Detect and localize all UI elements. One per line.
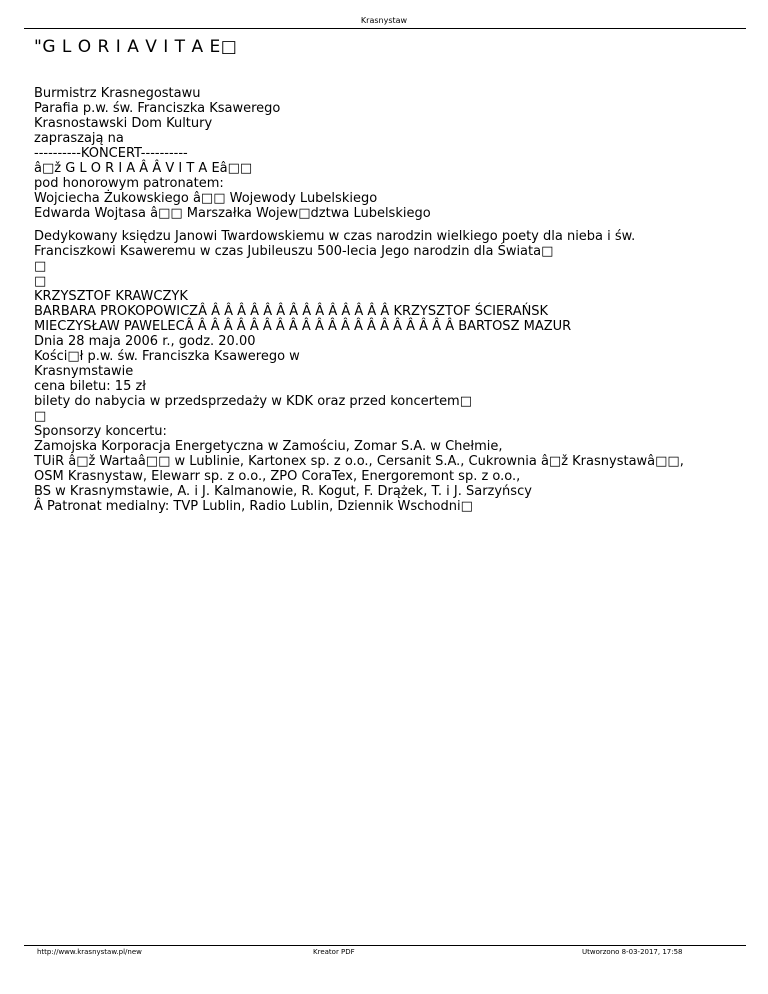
text-line: cena biletu: 15 zł	[34, 379, 146, 394]
text-line: Dedykowany księdzu Janowi Twardowskiemu w czas narodzin wielkiego poety dla nieba i św.	[34, 229, 636, 244]
text-line: Burmistrz Krasnegostawu	[34, 86, 201, 101]
text-line: â□ž G L O R I A Â Â V I T A Eâ□□	[34, 161, 253, 176]
text-line: BS w Krasnymstawie, A. i J. Kalmanowie, R. Kogut, F. Drążek, T. i J. Sarzyńscy	[34, 484, 532, 499]
text-line: BARBARA PROKOPOWICZÂ Â Â Â Â Â Â Â Â Â Â Â Â Â Â KRZYSZTOF ŚCIERAŃSK	[34, 304, 549, 319]
footer-created: Utworzono 8-03-2017, 17:58	[582, 948, 683, 956]
paragraph-gap	[34, 221, 744, 229]
text-line: KRZYSZTOF KRAWCZYK	[34, 289, 188, 304]
text-line: zapraszają na	[34, 131, 124, 146]
text-line: Wojciecha Żukowskiego â□□ Wojewody Lubelskiego	[34, 191, 378, 206]
text-line: Franciszkowi Ksaweremu w czas Jubileuszu 500-lecia Jego narodzin dla Świata□	[34, 244, 554, 259]
text-line: Â Patronat medialny: TVP Lublin, Radio Lublin, Dziennik Wschodni□	[34, 499, 473, 514]
text-line: □	[34, 259, 47, 274]
text-line: Kości□ł p.w. św. Franciszka Ksawerego w	[34, 349, 300, 364]
footer-generator: Kreator PDF	[313, 948, 355, 956]
text-line: MIECZYSŁAW PAWELECÂ Â Â Â Â Â Â Â Â Â Â Â Â Â Â Â Â Â Â Â Â BARTOSZ MAZUR	[34, 319, 572, 334]
page-header-site: Krasnystaw	[360, 16, 408, 25]
document-title: "G L O R I A V I T A E□	[34, 37, 238, 57]
text-line: Zamojska Korporacja Energetyczna w Zamościu, Zomar S.A. w Chełmie,	[34, 439, 503, 454]
document-body	[34, 86, 744, 514]
text-line: Sponsorzy koncertu:	[34, 424, 167, 439]
text-line: Edwarda Wojtasa â□□ Marszałka Wojew□dztwa Lubelskiego	[34, 206, 431, 221]
text-line: Krasnostawski Dom Kultury	[34, 116, 213, 131]
text-line: □	[34, 409, 47, 424]
text-line: Krasnymstawie	[34, 364, 134, 379]
text-line: □	[34, 274, 47, 289]
footer-url: http://www.krasnystaw.pl/new	[37, 948, 142, 956]
text-line: TUiR â□ž Wartaâ□□ w Lublinie, Kartonex sp. z o.o., Cersanit S.A., Cukrownia â□ž Krasnystawâ□□,	[34, 454, 684, 469]
intro-block	[34, 86, 744, 221]
text-line: bilety do nabycia w przedsprzedaży w KDK oraz przed koncertem□	[34, 394, 473, 409]
text-line: Dnia 28 maja 2006 r., godz. 20.00	[34, 334, 256, 349]
header-divider	[24, 28, 746, 29]
text-line: Parafia p.w. św. Franciszka Ksawerego	[34, 101, 281, 116]
text-line: OSM Krasnystaw, Elewarr sp. z o.o., ZPO CoraTex, Energoremont sp. z o.o.,	[34, 469, 521, 484]
text-line: pod honorowym patronatem:	[34, 176, 224, 191]
footer-divider	[24, 945, 746, 946]
main-block	[34, 229, 744, 514]
text-line: ----------KONCERT----------	[34, 146, 188, 161]
